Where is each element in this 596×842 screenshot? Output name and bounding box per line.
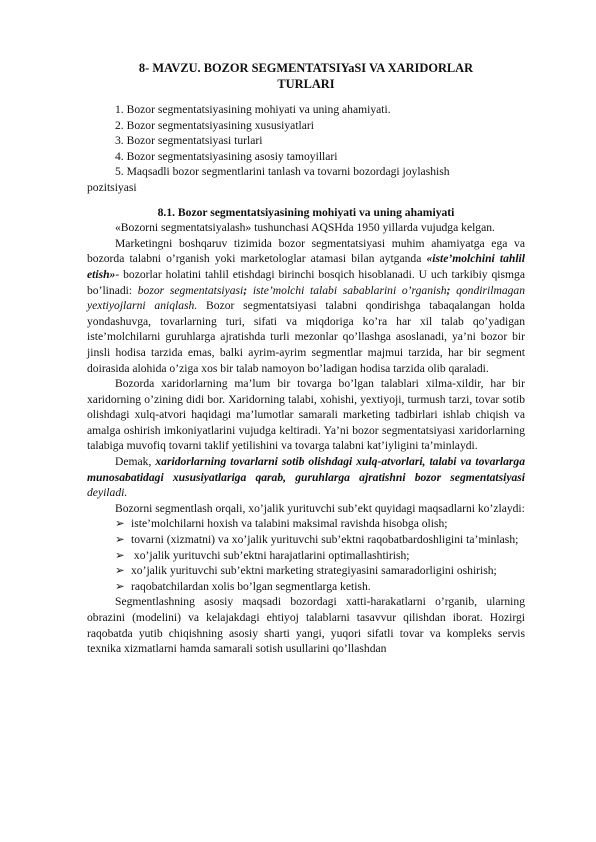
emphasis-term: qondirilmagan yextiyojlarni aniqlash. [87,283,526,313]
bullet-item [87,548,525,564]
bullet-item [87,563,525,579]
text-run: Bozor segmentatsiyasi talabni qondirishga tabaqalangan holda yondashuvga, tovarlarning turi, sifati va miqdoriga ko’ra har xil talab qo’yadigan iste’molchilarni guruhlarga ajratishda turli mezonlar qo’llashga asoslanadi, ya’ni bozor bir jinsli hodisa tarzida emas, balki ayrim-ayrim segmentlar majmui tarzida, har bir segment doirasida alohida o’ziga xos bir talab namoyon bo’ladigan hodisa tarzida olib qaraladi. [87,299,525,375]
paragraph [87,454,525,501]
bullet-text: raqobatchilardan xolis bo’lgan segmentlarga ketish. [131,579,371,593]
emphasis-term: «iste’molchini tahlil etish» [87,252,525,281]
plan-item: 1. Bozor segmentatsiyasining mohiyati va uning ahamiyati. [115,103,391,116]
document-page [87,60,525,657]
bullet-text: iste’molchilarni hoxish va talabini maksimal ravishda hisobga olish; [131,517,448,531]
bullet-item [87,516,525,532]
bullet-item [87,579,525,595]
paragraph: Bozorda xaridorlarning ma’lum bir tovarga bo’lgan talablari xilma-xildir, har bir xaridorning o’zining didi bor. Xaridorning talabi, xohishi, yextiyoji, turmush tarzi, tovar sotib olishdagi xulq-atvori haqidagi ma’lumotlar samarali marketing tadbirlari ishlab chiqish va amalga oshirish imkoniyatlarini vujudga keltiradi. Ya’ni bozor segmentatsiyasi xaridorlarning talabiga muvofiq tovarni taklif yetilishini va tovarga talabni kat’iyligini ta’minlaydi. [87,377,525,453]
plan-item: 2. Bozor segmentatsiyasining xususiyatlari [115,118,314,132]
separator: ; [446,283,457,297]
arrow-bullet-icon: ➢ [115,548,125,562]
page-title [87,60,525,92]
plan-item-continuation: pozitsiyasi [87,180,137,194]
paragraph: «Bozorni segmentatsiyalash» tushunchasi AQSHda 1950 yillarda vujudga kelgan. [115,221,495,235]
section-heading: 8.1. Bozor segmentatsiyasining mohiyati va uning ahamiyati [157,205,455,219]
plan-item: 3. Bozor segmentatsiyasi turlari [115,134,263,148]
bullet-text: xo’jalik yurituvchi sub’ektni marketing strategiyasini samaradorligini oshirish; [131,564,497,578]
definition-term: xaridorlarning tovarlarni sotib olishdagi xulq-atvorlari, talabi va tovarlarga munosabatidagi xususiyatlariga qarab, guruhlarga ajratishni bozor segmentatsiyasi [87,455,525,484]
arrow-bullet-icon: ➢ [115,564,125,578]
emphasis-term: bozor segmentatsiyasi [137,283,244,297]
paragraph [87,236,525,376]
title-line-2: TURLARI [277,77,335,91]
plan-item: 4. Bozor segmentatsiyasining asosiy tamoyillari [115,149,338,163]
goals-bullet-list [87,516,525,594]
bullet-text: xo’jalik yurituvchi sub’ektni harajatlarini optimallashtirish; [131,548,410,562]
topic-plan-list [87,102,525,196]
arrow-bullet-icon: ➢ [115,517,125,531]
text-run: Marketingni boshqaruv tizimida bozor segmentatsiyasi muhim ahamiyatga ega va bozorda talabni o’rganish yoki marketologlar atamasi bilan aytganda [87,236,525,266]
separator: ; [243,283,253,297]
arrow-bullet-icon: ➢ [115,533,125,547]
bullet-text: tovarni (xizmatni) va xo’jalik yurituvchi sub’ektni raqobatbardoshligini ta’minlash; [131,533,519,547]
paragraph: Bozorni segmentlash orqali, xo’jalik yurituvchi sub’ekt quyidagi maqsadlarni ko’zlaydi: [115,501,525,515]
text-run: deyiladi. [87,486,128,500]
text-run: Demak, [115,455,156,469]
title-line-1: 8- MAVZU. BOZOR SEGMENTATSIYaSI VA XARIDORLAR [138,61,474,75]
arrow-bullet-icon: ➢ [115,579,125,593]
bullet-item [87,532,525,548]
paragraph: Segmentlashning asosiy maqsadi bozordagi xatti-harakatlarni o’rganib, ularning obrazini (modelini) va kelajakdagi ehtiyoj talablarni tasavvur qilishdan iborat. Hozirgi raqobatda yutib chiqishning asosiy sharti yangi, yuqori sifatli tovar va kompleks servis texnika xizmatlarni hamda samarali sotish usullarini qo’llashdan [87,595,525,656]
text-run: - bozorlar holatini tahlil etishdagi birinchi bosqich hisoblanadi. U uch tarkibiy qismga bo’linadi: [87,267,525,297]
plan-item: 5. Maqsadli bozor segmentlarini tanlash va tovarni bozordagi joylashish [115,165,450,179]
emphasis-term: iste’molchi talabi sabablarini o’rganish [252,283,447,297]
